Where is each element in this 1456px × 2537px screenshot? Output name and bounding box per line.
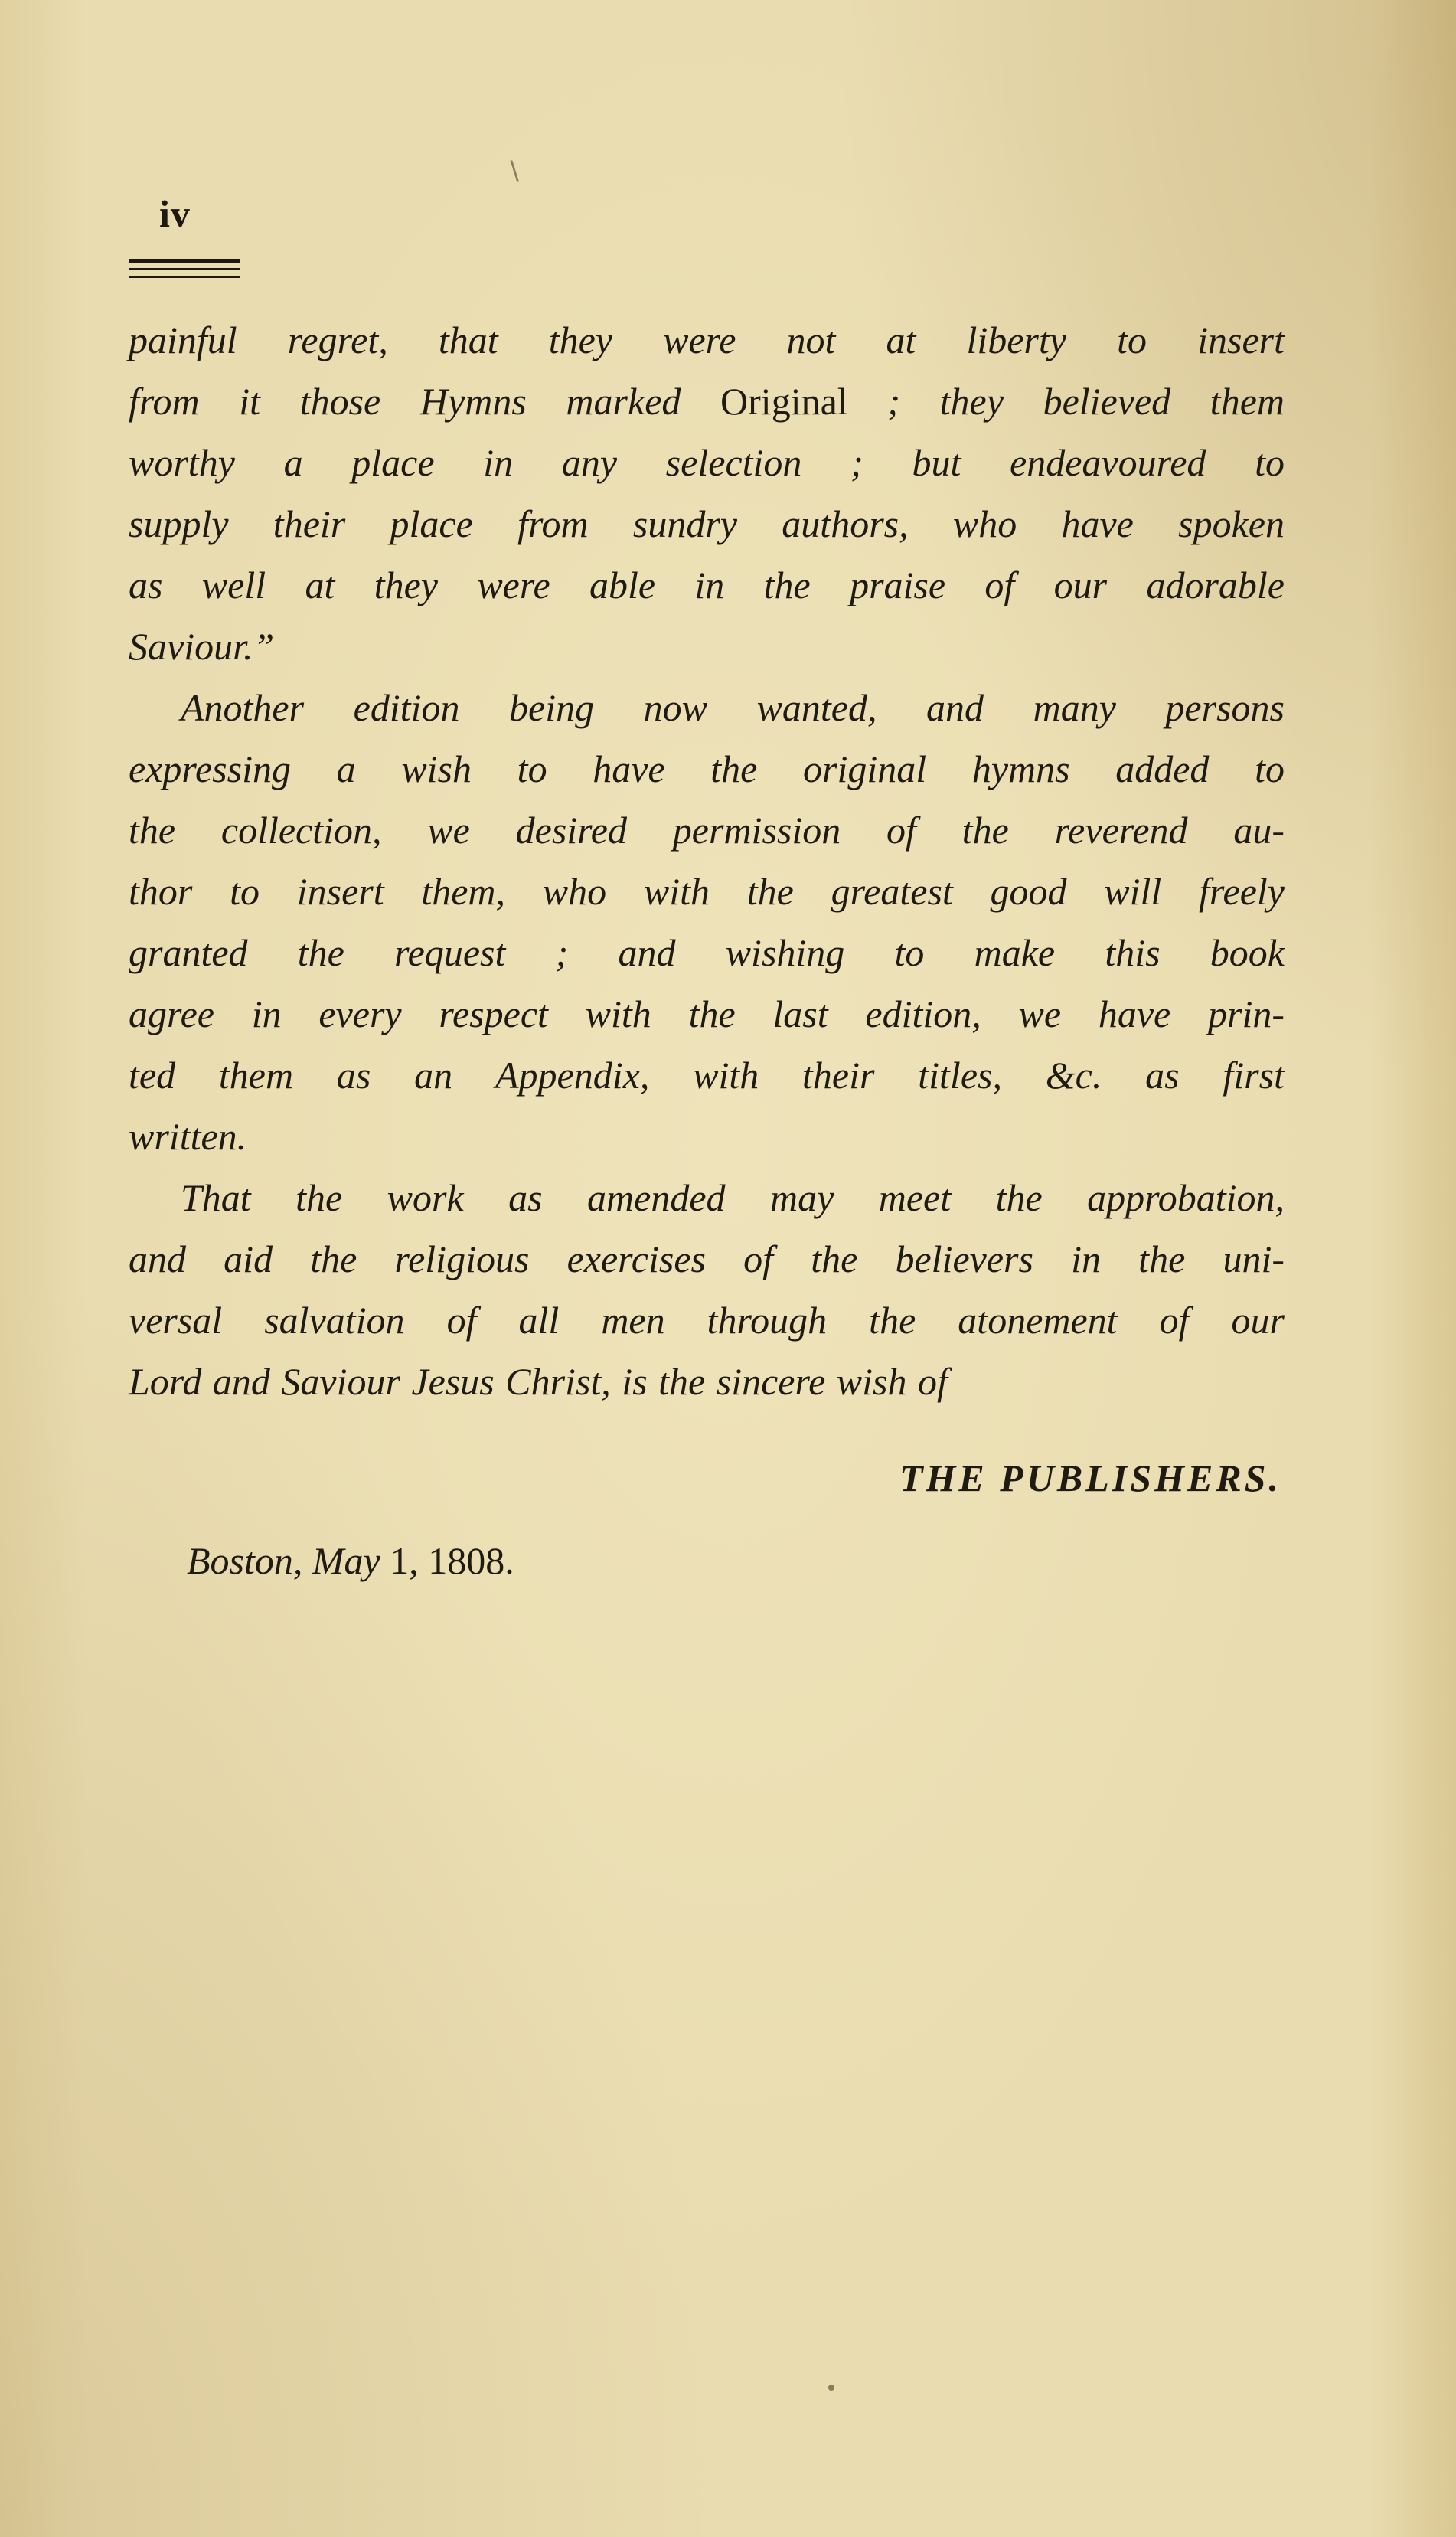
text-line: [129, 677, 1285, 738]
text-line: [129, 616, 1285, 677]
text-line: [129, 1290, 1285, 1351]
signature: THE PUBLISHERS.: [899, 1456, 1281, 1499]
body-text: [129, 309, 1285, 1412]
text-line: [129, 799, 1285, 861]
text-segment: Lord and Saviour Jesus Christ, is the sincere wish of: [129, 1360, 948, 1403]
page-number: iv: [159, 192, 191, 235]
paper-speck: ∖: [505, 159, 522, 187]
text-segment: supply their place from sundry authors, who have spoken: [129, 502, 1285, 545]
text-segment: and aid the religious exercises of the believers in the uni-: [129, 1237, 1285, 1280]
text-line: [129, 1106, 1285, 1167]
header-rule: [129, 268, 240, 270]
text-segment: versal salvation of all men through the atonement of our: [129, 1299, 1285, 1342]
text-line: [129, 1228, 1285, 1290]
text-segment: agree in every respect with the last edition, we have prin-: [129, 992, 1285, 1035]
text-line: [129, 983, 1285, 1045]
text-segment: worthy a place in any selection ; but endeavoured to: [129, 441, 1285, 484]
text-segment: written.: [129, 1115, 247, 1158]
text-segment: Saviour.”: [129, 625, 275, 668]
text-segment: thor to insert them, who with the greatest good will freely: [129, 870, 1285, 913]
header-rule: [129, 276, 240, 278]
text-segment: Another edition being now wanted, and many persons: [181, 686, 1285, 729]
text-segment: from it those Hymns marked: [129, 380, 721, 423]
text-line: [129, 493, 1285, 554]
text-line: [129, 1351, 1285, 1412]
text-line: [129, 1045, 1285, 1106]
text-segment: That the work as amended may meet the approbation,: [181, 1176, 1285, 1219]
text-segment: ; they believed them: [847, 380, 1285, 423]
text-line: [129, 309, 1285, 371]
text-line: [129, 922, 1285, 983]
header-rule: [129, 259, 240, 263]
text-segment: granted the request ; and wishing to make this book: [129, 931, 1285, 974]
text-segment: painful regret, that they were not at liberty to insert: [129, 319, 1285, 361]
dateline-place: Boston,: [187, 1539, 303, 1582]
text-line: [129, 432, 1285, 493]
text-line: [129, 1167, 1285, 1228]
text-line: [129, 554, 1285, 616]
text-line: [129, 738, 1285, 799]
text-segment: ted them as an Appendix, with their titles, &c. as first: [129, 1054, 1285, 1097]
text-line: [129, 371, 1285, 432]
dateline-year: 1808.: [428, 1539, 514, 1582]
text-segment: expressing a wish to have the original hymns added to: [129, 747, 1285, 790]
text-line: [129, 861, 1285, 922]
roman-word: Original: [720, 380, 848, 423]
text-segment: the collection, we desired permission of the reverend au-: [129, 809, 1285, 852]
dateline-day: 1,: [390, 1539, 419, 1582]
text-segment: as well at they were able in the praise of our adorable: [129, 564, 1285, 606]
dateline: [187, 1530, 514, 1591]
paper-speck: •: [827, 2374, 836, 2402]
dateline-month: May: [312, 1539, 380, 1582]
